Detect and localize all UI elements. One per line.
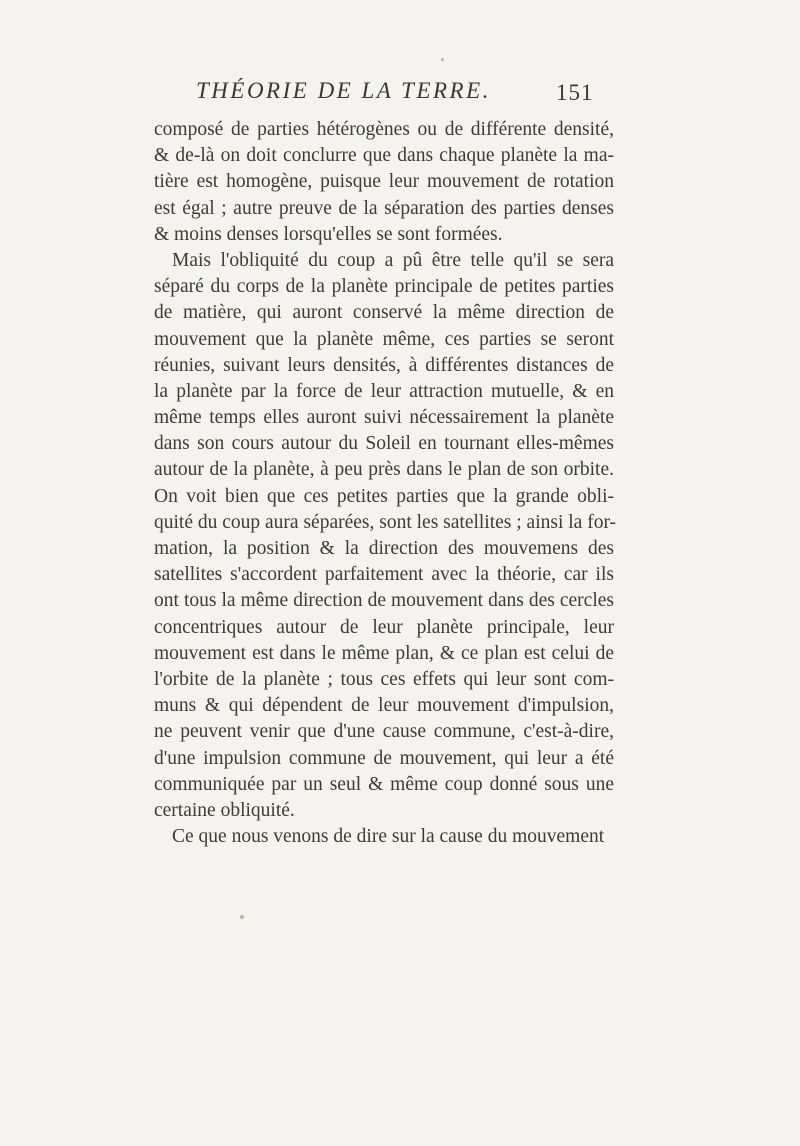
text-line: autour de la planète, à peu près dans le plan de son orbite. <box>154 459 614 481</box>
text-line: de matière, qui auront conservé la même direction de <box>154 302 614 324</box>
text-line: d'une impulsion commune de mouvement, qui leur a été <box>154 747 614 769</box>
text-line: dans son cours autour du Soleil en tournant elles-mêmes <box>154 433 614 455</box>
text-line: satellites s'accordent parfaitement avec la théorie, car ils <box>154 564 614 586</box>
text-line: communiquée par un seul & même coup donné sous une <box>154 773 614 795</box>
text-line: ont tous la même direction de mouvement dans des cercles <box>154 590 614 612</box>
text-line: & de-là on doit conclurre que dans chaque planète la ma- <box>154 145 614 167</box>
text-line: même temps elles auront suivi nécessairement la planète <box>154 407 614 429</box>
text-line: mouvement que la planète même, ces parties se seront <box>154 328 614 350</box>
text-line: On voit bien que ces petites parties que la grande obli- <box>154 485 614 507</box>
text-line: tière est homogène, puisque leur mouvement de rotation <box>154 171 614 193</box>
running-title: THÉORIE DE LA TERRE. <box>196 78 491 103</box>
text-line: mouvement est dans le même plan, & ce plan est celui de <box>154 642 614 664</box>
paper-speck <box>240 915 244 919</box>
text-line: concentriques autour de leur planète principale, leur <box>154 616 614 638</box>
text-line: & moins denses lorsqu'elles se sont formées. <box>154 223 503 245</box>
text-line: séparé du corps de la planète principale de petites parties <box>154 276 614 298</box>
text-line: muns & qui dépendent de leur mouvement d'impulsion, <box>154 695 614 717</box>
text-line: la planète par la force de leur attraction mutuelle, & en <box>154 380 614 402</box>
text-line: Ce que nous venons de dire sur la cause du mouvement <box>172 826 605 848</box>
text-line: réunies, suivant leurs densités, à différentes distances de <box>154 354 614 376</box>
text-line: ne peuvent venir que d'une cause commune, c'est-à-dire, <box>154 721 614 743</box>
body-text <box>154 117 617 850</box>
text-line: est égal ; autre preuve de la séparation des parties denses <box>154 197 614 219</box>
text-line: Mais l'obliquité du coup a pû être telle qu'il se sera <box>172 249 614 271</box>
text-line: mation, la position & la direction des mouvemens des <box>154 538 614 559</box>
text-line: quité du coup aura séparées, sont les satellites ; ainsi la for- <box>154 511 617 533</box>
text-line: certaine obliquité. <box>154 799 295 821</box>
page-number: 151 <box>556 80 594 105</box>
text-line: l'orbite de la planète ; tous ces effets qui leur sont com- <box>154 668 614 690</box>
paper-speck <box>441 58 444 61</box>
text-line: composé de parties hétérogènes ou de différente densité, <box>154 119 614 140</box>
